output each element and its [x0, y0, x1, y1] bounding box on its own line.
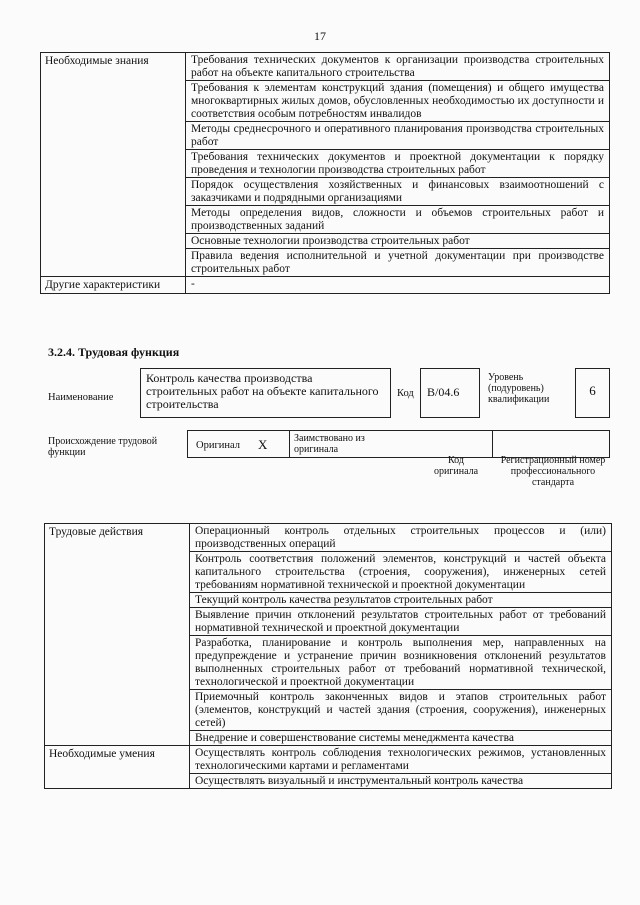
code-value: B/04.6 [427, 385, 460, 399]
origin-row [187, 430, 610, 458]
borrowed-cell [289, 430, 493, 458]
list-item: Разработка, планирование и контроль выполнения мер, направленных на предупреждение и устранение причин возникновения отклонений результатов выполненных строительных работ от требований нормативной технической, технологической и проектной документации [190, 636, 611, 690]
list-item: Осуществлять визуальный и инструментальный контроль качества [195, 775, 524, 787]
list-item: Методы среднесрочного и оперативного планирования производства строительных работ [186, 122, 609, 150]
code-value-box [420, 368, 480, 418]
list-item: Требования к элементам конструкций здания (помещения) и общего имущества многоквартирных жилых домов, обусловленных необходимостью их доступности и соответствия особым потребностям инвалидов [186, 81, 609, 122]
list-item: Операционный контроль отдельных строительных процессов и (или) производственных операций [190, 524, 611, 552]
code-original-cell [492, 430, 610, 458]
list-item: Приемочный контроль законченных видов и этапов строительных работ (элементов, конструкций и частей здания (строения, сооружения), инженерных сетей) [190, 690, 611, 731]
actions-list [190, 524, 612, 746]
list-item: Внедрение и совершенствование системы менеджмента качества [195, 732, 514, 744]
name-value: Контроль качества производства строительных работ на объекте капитального строительства [146, 371, 379, 411]
skills-row [45, 746, 612, 789]
borrowed-label: Заимствовано из оригинала [294, 433, 365, 455]
section-title: 3.2.4. Трудовая функция [48, 345, 180, 359]
original-label: Оригинал [196, 440, 240, 451]
level-value: 6 [589, 383, 596, 398]
knowledge-row [41, 53, 610, 277]
knowledge-list [186, 53, 610, 277]
original-mark: X [258, 437, 268, 452]
name-label: Наименование [48, 392, 114, 403]
reg-number-caption: Регистрационный номер профессионального стандарта [500, 455, 606, 488]
skills-list [190, 746, 612, 789]
list-item: Правила ведения исполнительной и учетной документации при производстве строительных работ [191, 250, 604, 275]
actions-row [45, 524, 612, 746]
level-label: Уровень (подуровень) квалификации [488, 372, 550, 405]
list-item: Требования технических документов к организации производства строительных работ на объекте капитального строительства [186, 53, 609, 81]
code-label: Код [397, 388, 414, 399]
list-item: Осуществлять контроль соблюдения технологических режимов, установленных технологическими картами и регламентами [190, 746, 611, 774]
name-value-box [140, 368, 391, 418]
code-original-caption: Код оригинала [433, 455, 479, 477]
knowledge-label: Необходимые знания [41, 53, 186, 277]
other-value-cell [186, 277, 610, 294]
original-cell [187, 430, 290, 458]
actions-table [44, 523, 612, 789]
list-item: Контроль соответствия положений элементов, конструкций и частей объекта капитального строительства (строения, сооружения), инженерных сетей требованиям нормативной технической и проектной документации [190, 552, 611, 593]
page-number: 17 [314, 29, 326, 43]
origin-label: Происхождение трудовой функции [48, 436, 158, 458]
skills-label: Необходимые умения [45, 746, 190, 789]
other-row [41, 277, 610, 294]
list-item: Основные технологии производства строительных работ [186, 234, 609, 249]
level-value-box [575, 368, 610, 418]
list-item: Требования технических документов и проектной документации к порядку проведения и технологии производства строительных работ [186, 150, 609, 178]
list-item: Методы определения видов, сложности и объемов строительных работ и производственных заданий [186, 206, 609, 234]
actions-label: Трудовые действия [45, 524, 190, 746]
list-item: Выявление причин отклонений результатов строительных работ от требований нормативной технической и проектной документации [190, 608, 611, 636]
list-item: Текущий контроль качества результатов строительных работ [190, 593, 611, 608]
knowledge-table [40, 52, 610, 294]
other-label: Другие характеристики [41, 277, 186, 294]
other-value: - [191, 278, 195, 290]
list-item: Порядок осуществления хозяйственных и финансовых взаимоотношений с заказчиками и подрядными организациями [186, 178, 609, 206]
